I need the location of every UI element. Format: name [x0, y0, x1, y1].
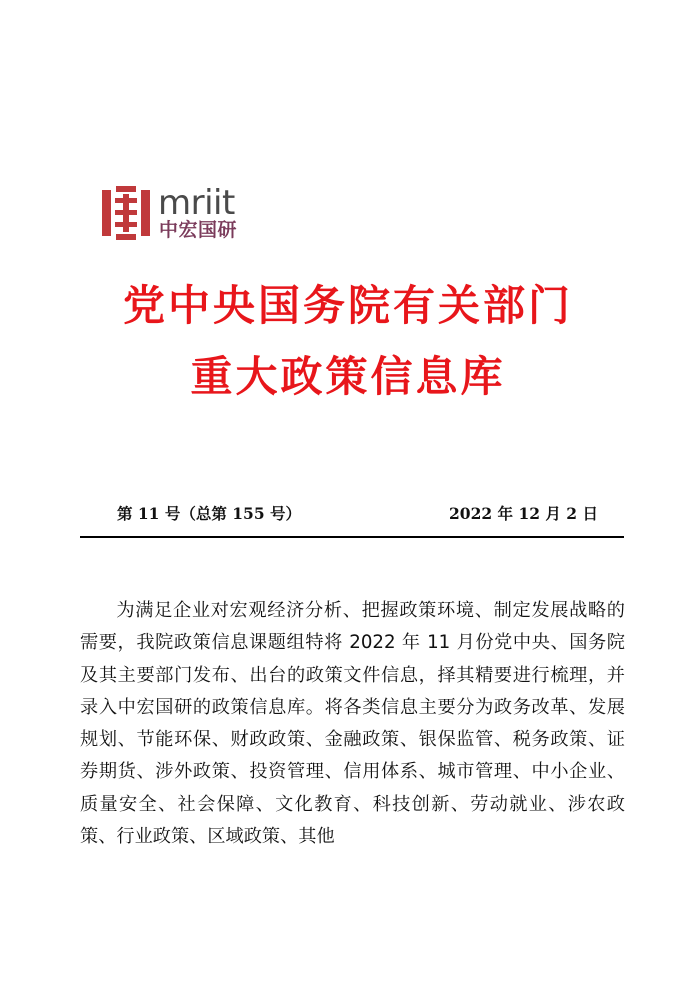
- logo-latin-text: mriit: [158, 183, 235, 223]
- mriit-logo-mark-icon: [102, 186, 150, 240]
- issue-number: 第 11 号（总第 155 号）: [117, 504, 302, 523]
- mriit-logo: [102, 183, 252, 242]
- intro-paragraph: 为满足企业对宏观经济分析、把握政策环境、制定发展战略的需要，我院政策信息课题组特将 2022 年 11 月份党中央、国务院及其主要部门发布、出台的政策文件信息，择其精要进行梳理，并录入中宏国研的政策信息库。将各类信息主要分为政务改革、发展规划、节能环保、财政政策、金融政策、银保监管、税务政策、证券期货、涉外政策、投资管理、信用体系、城市管理、中小企业、质量安全、社会保障、文化教育、科技创新、劳动就业、涉农政策、行业政策、区域政策、其他: [80, 600, 625, 848]
- logo-chinese-text: 中宏国研: [159, 219, 238, 241]
- issue-date: 2022 年 12 月 2 日: [449, 504, 598, 523]
- main-title-line-1: 党中央国务院有关部门: [122, 281, 573, 330]
- main-title-line-2: 重大政策信息库: [190, 352, 506, 401]
- header-divider: [80, 536, 624, 538]
